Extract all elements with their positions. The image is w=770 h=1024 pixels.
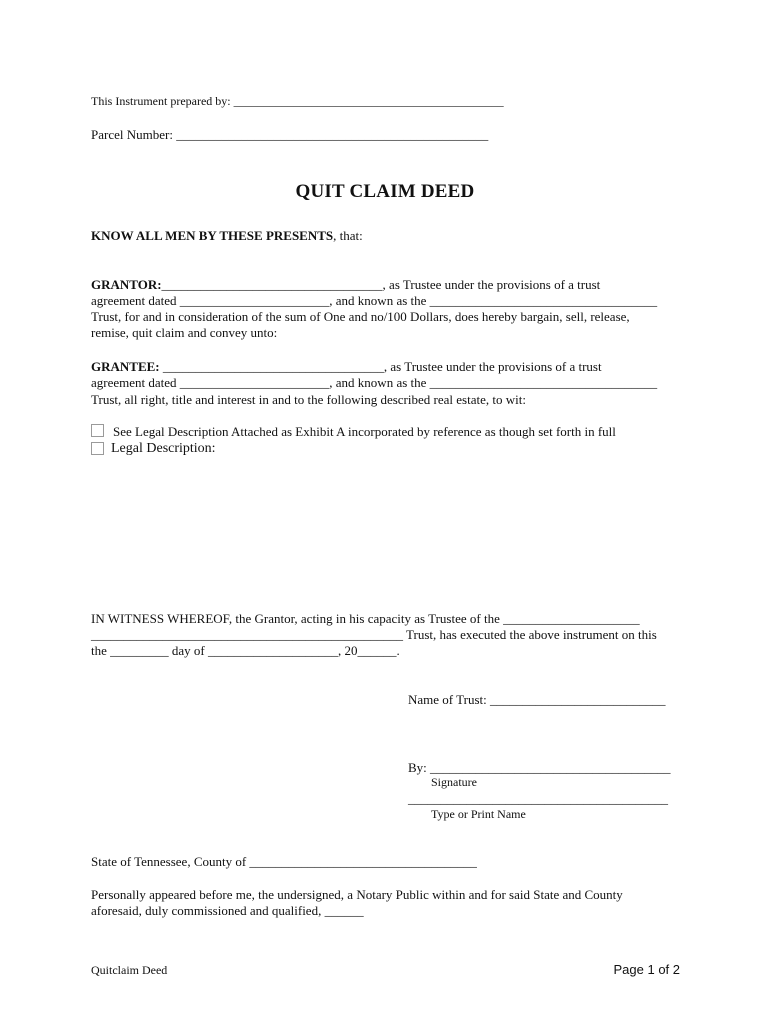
grantee-line-2: agreement dated _______________________, and known as the ___________________________________ xyxy=(91,375,658,390)
state-county-line: State of Tennessee, County of ___________________________________ xyxy=(91,854,477,869)
grantor-line-4: remise, quit claim and convey unto: xyxy=(91,325,278,340)
exhibit-a-checkbox[interactable] xyxy=(91,424,104,437)
grantor-line-1-text: __________________________________, as Trustee under the provisions of a trust xyxy=(161,277,601,292)
legal-description-label: Legal Description: xyxy=(111,441,216,456)
print-name-line: ________________________________________ xyxy=(408,791,668,806)
name-of-trust-line: Name of Trust: ___________________________ xyxy=(408,692,666,707)
prepared-by-line: This Instrument prepared by: _____________________________________________ xyxy=(91,94,504,108)
parcel-number-line: Parcel Number: ________________________________________________ xyxy=(91,127,489,142)
grantee-label: GRANTEE: xyxy=(91,359,160,374)
page-title: QUIT CLAIM DEED xyxy=(295,181,475,202)
footer-page-number: Page 1 of 2 xyxy=(613,962,680,977)
witness-line-2: ________________________________________________ Trust, has executed the above instrument on this xyxy=(91,627,657,642)
grantee-line-1-text: __________________________________, as Trustee under the provisions of a trust xyxy=(159,359,602,374)
witness-line-1: IN WITNESS WHEREOF, the Grantor, acting in his capacity as Trustee of the _____________________ xyxy=(91,611,640,626)
grantor-line-3: Trust, for and in consideration of the sum of One and no/100 Dollars, does hereby bargain, sell, release, xyxy=(91,309,630,324)
grantor-line-2: agreement dated _______________________, and known as the ___________________________________ xyxy=(91,293,658,308)
grantor-label: GRANTOR: xyxy=(91,277,162,292)
notary-line-1: Personally appeared before me, the undersigned, a Notary Public within and for said State and County xyxy=(91,887,623,902)
grantee-line-1 xyxy=(91,359,602,375)
exhibit-a-label: See Legal Description Attached as Exhibit A incorporated by reference as though set forth in full xyxy=(113,424,616,439)
print-name-caption: Type or Print Name xyxy=(431,807,526,821)
signature-caption: Signature xyxy=(431,775,477,789)
by-signature-line: By: _____________________________________ xyxy=(408,760,671,775)
grantee-line-3: Trust, all right, title and interest in and to the following described real estate, to wit: xyxy=(91,392,526,407)
witness-line-3: the _________ day of ____________________, 20______. xyxy=(91,643,400,658)
footer-doc-name: Quitclaim Deed xyxy=(91,963,168,977)
intro-line xyxy=(91,228,363,244)
notary-line-2: aforesaid, duly commissioned and qualified, ______ xyxy=(91,903,364,918)
intro-bold: KNOW ALL MEN BY THESE PRESENTS xyxy=(91,228,334,243)
legal-description-checkbox[interactable] xyxy=(91,442,104,455)
grantor-line-1 xyxy=(91,277,600,293)
intro-rest: , that: xyxy=(333,228,363,243)
